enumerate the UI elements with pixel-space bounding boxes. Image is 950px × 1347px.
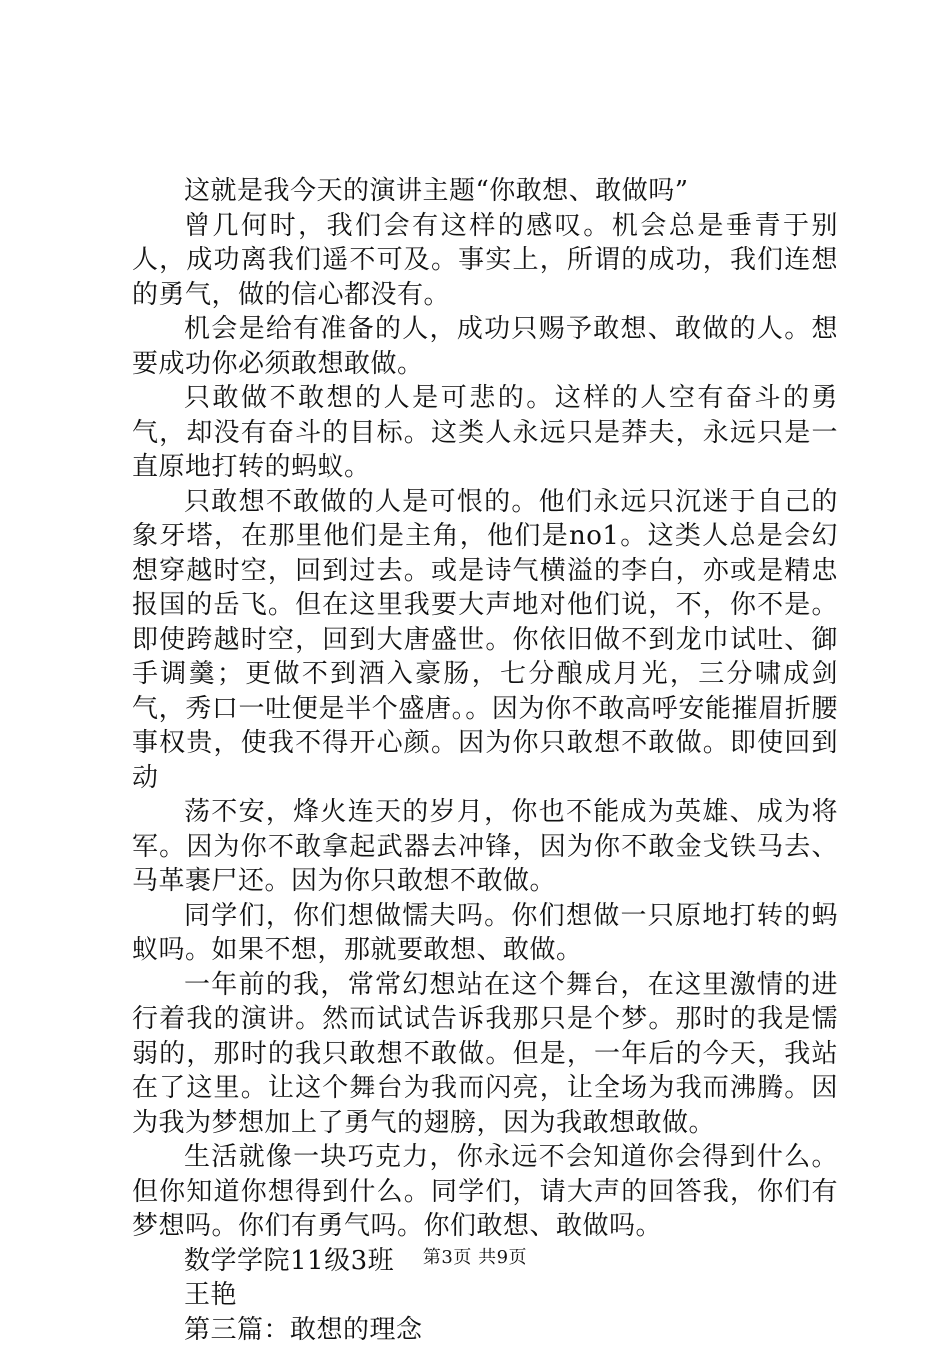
author-name: 王艳 xyxy=(132,1278,838,1313)
speech-body xyxy=(132,174,838,1347)
speech-paragraph: 只敢想不敢做的人是可恨的。他们永远只沉迷于自己的象牙塔，在那里他们是主角，他们是no1。这类人总是会幻想穿越时空，回到过去。或是诗气横溢的李白，亦或是精忠报国的岳飞。但在这里我要大声地对他们说，不，你不是。即使跨越时空，回到大唐盛世。你依旧做不到龙巾试吐、御手调羹；更做不到酒入豪肠，七分酿成月光，三分啸成剑气，秀口一吐便是半个盛唐。。因为你不敢高呼安能摧眉折腰事权贵，使我不得开心颜。因为你只敢想不敢做。即使回到动 xyxy=(132,485,838,796)
speech-theme-line: 这就是我今天的演讲主题“你敢想、敢做吗” xyxy=(132,174,838,209)
speech-paragraph: 一年前的我，常常幻想站在这个舞台，在这里激情的进行着我的演讲。然而试试告诉我那只是个梦。那时的我是懦弱的，那时的我只敢想不敢做。但是，一年后的今天，我站在了这里。让这个舞台为我而闪亮，让全场为我而沸腾。因为我为梦想加上了勇气的翅膀，因为我敢想敢做。 xyxy=(132,968,838,1141)
speech-paragraph: 同学们，你们想做懦夫吗。你们想做一只原地打转的蚂蚁吗。如果不想，那就要敢想、敢做。 xyxy=(132,899,838,968)
page-number-footer: 第3页 共9页 xyxy=(0,1247,950,1269)
next-section-heading: 第三篇：敢想的理念 xyxy=(132,1313,838,1347)
author-class: 数学学院11级3班 xyxy=(132,1244,838,1279)
speech-paragraph: 机会是给有准备的人，成功只赐予敢想、敢做的人。想要成功你必须敢想敢做。 xyxy=(132,312,838,381)
speech-paragraph: 生活就像一块巧克力，你永远不会知道你会得到什么。但你知道你想得到什么。同学们，请大声的回答我，你们有梦想吗。你们有勇气吗。你们敢想、敢做吗。 xyxy=(132,1140,838,1244)
speech-paragraph: 只敢做不敢想的人是可悲的。这样的人空有奋斗的勇气，却没有奋斗的目标。这类人永远只是莽夫，永远只是一直原地打转的蚂蚁。 xyxy=(132,381,838,485)
speech-paragraph: 曾几何时，我们会有这样的感叹。机会总是垂青于别人，成功离我们遥不可及。事实上，所谓的成功，我们连想的勇气，做的信心都没有。 xyxy=(132,209,838,313)
speech-paragraph: 荡不安，烽火连天的岁月，你也不能成为英雄、成为将军。因为你不敢拿起武器去冲锋，因为你不敢金戈铁马去、马革裹尸还。因为你只敢想不敢做。 xyxy=(132,795,838,899)
